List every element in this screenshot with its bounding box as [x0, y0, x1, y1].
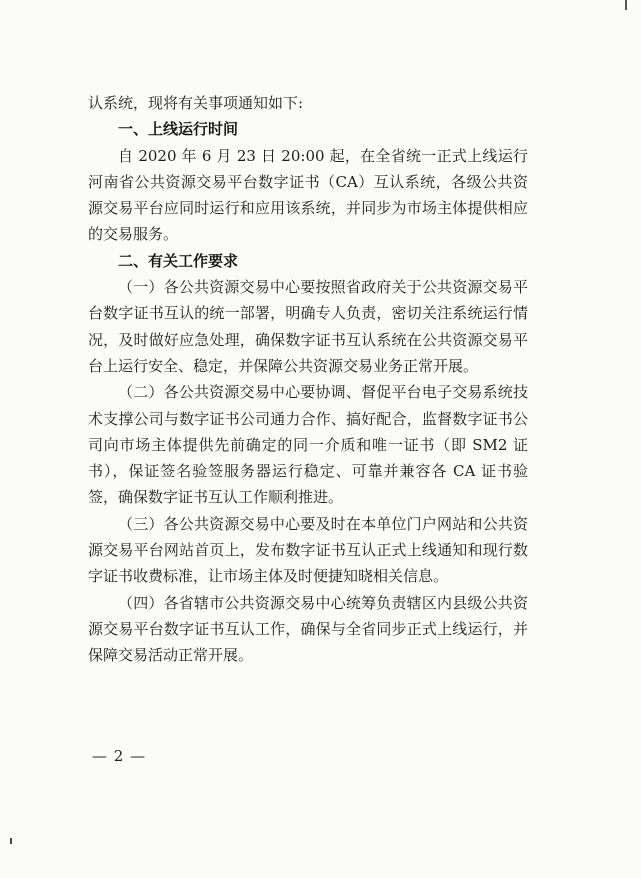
- section-1-paragraph: 自 2020 年 6 月 23 日 20:00 起，在全省统一正式上线运行河南省公共资源交易平台数字证书（CA）互认系统，各级公共资源交易平台应同时运行和应用该系统，并同步为市场主体提供相应的交易服务。: [88, 146, 528, 244]
- scan-edge-mark: [625, 0, 627, 10]
- requirement-item-2: （二）各公共资源交易中心要协调、督促平台电子交易系统技术支撑公司与数字证书公司通力合作、搞好配合，监督数字证书公司向市场主体提供先前确定的同一介质和唯一证书（即 SM2 证书），保证签名验签服务器运行稳定、可靠并兼容各 CA 证书验签，确保数字证书互认工作顺利推进。: [88, 383, 528, 507]
- section-2-heading: 二、有关工作要求: [118, 251, 239, 270]
- scan-bottom-mark: [10, 838, 12, 844]
- continuation-line: 认系统，现将有关事项通知如下:: [88, 94, 304, 112]
- requirement-item-4: （四）各省辖市公共资源交易中心统筹负责辖区内县级公共资源交易平台数字证书互认工作，确保与全省同步正式上线运行，并保障交易活动正常开展。: [88, 593, 528, 665]
- requirement-item-1: （一）各公共资源交易中心要按照省政府关于公共资源交易平台数字证书互认的统一部署，明确专人负责，密切关注系统运行情况，及时做好应急处理，确保数字证书互认系统在公共资源交易平台上运行安全、稳定，并保障公共资源交易业务正常开展。: [88, 278, 528, 375]
- page-number: — 2 —: [92, 747, 147, 765]
- document-body: [88, 90, 528, 669]
- requirement-item-3: （三）各公共资源交易中心要及时在本单位门户网站和公共资源交易平台网站首页上，发布数字证书互认正式上线通知和现行数字证书收费标准，让市场主体及时便捷知晓相关信息。: [88, 514, 528, 586]
- section-1-heading: 一、上线运行时间: [118, 120, 239, 139]
